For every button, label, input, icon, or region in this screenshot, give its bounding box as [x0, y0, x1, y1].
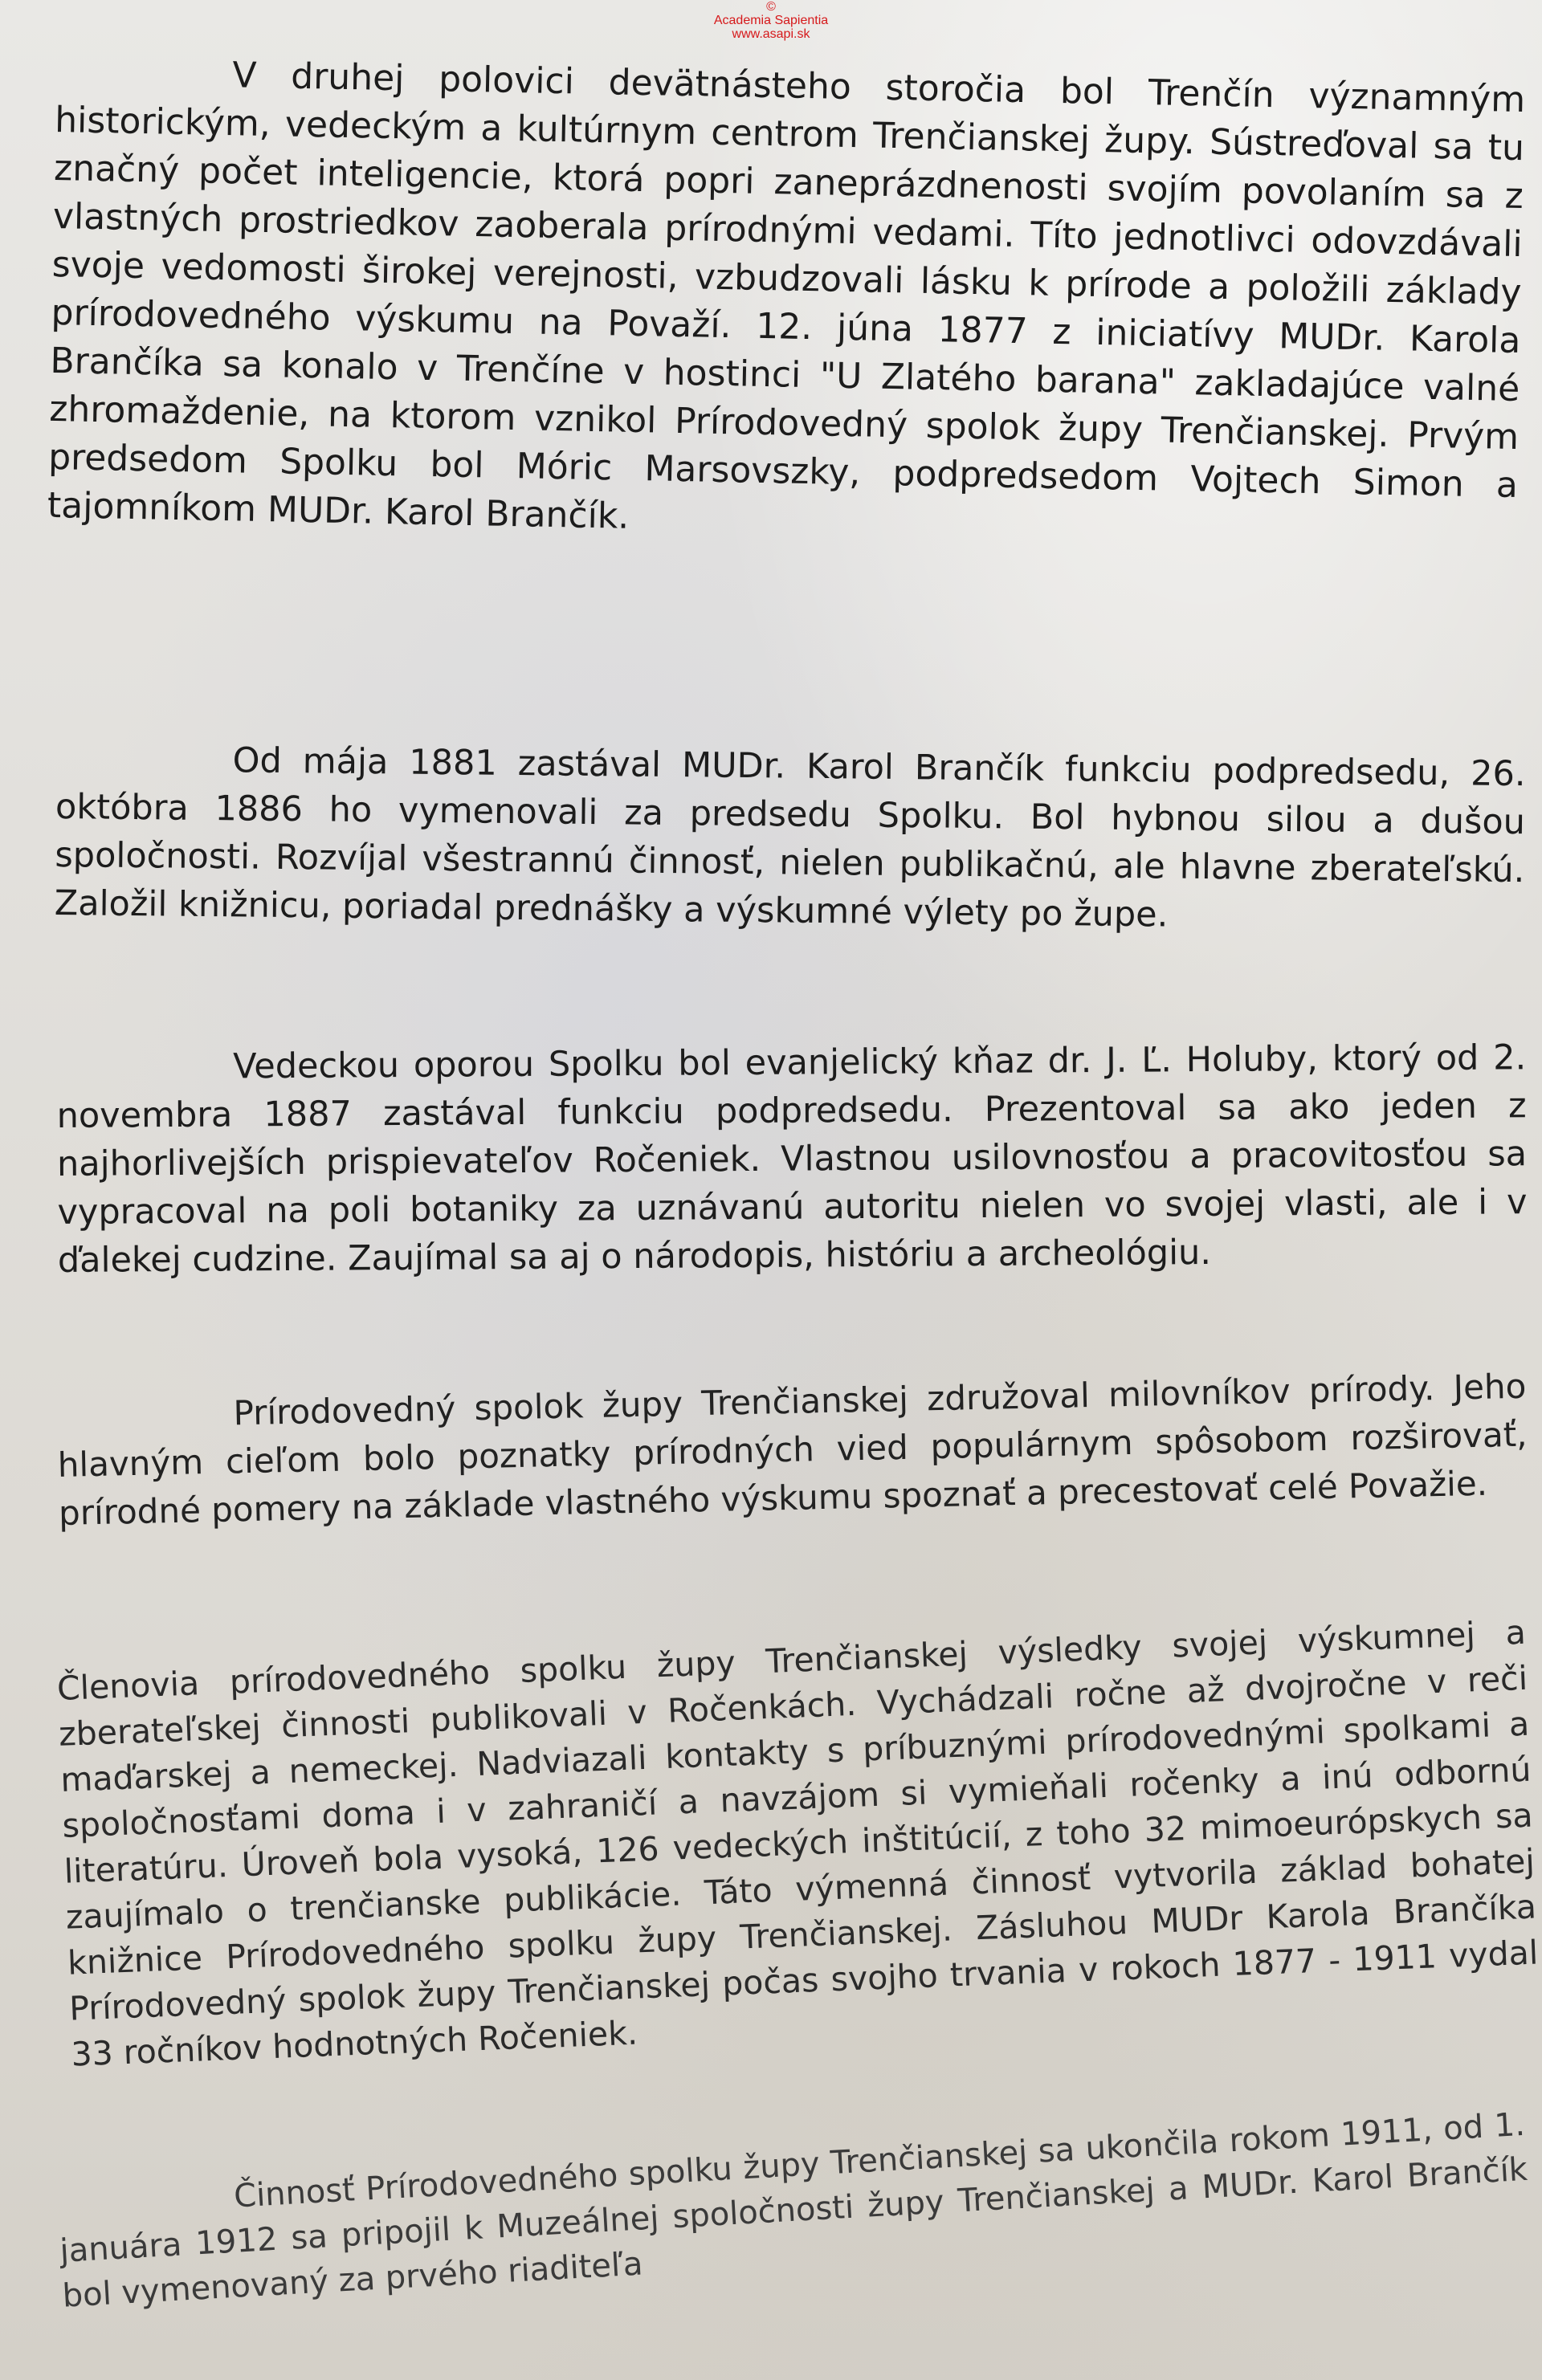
paragraph-brancik: [54, 735, 1525, 943]
paragraph-holuby: [56, 1033, 1528, 1285]
watermark-url: www.asapi.sk: [732, 27, 810, 41]
copyright-symbol: ©: [766, 0, 776, 14]
paragraph-text: Členovia prírodovedného spolku župy Trenčianskej výsledky svojej výskumnej a zberateľskej činnosti publikovali v Ročenkách. Vychádzali ročne až dvojročne v reči maďarskej a nemeckej. Nadviazali kontakty s príbuznými prírodovednými spolkami a spoločnosťami doma i v zahraničí a navzájom si vymieňali ročenky a inú odbornú literatúru. Úroveň bola vysoká, 126 vedeckých inštitúcií, z toho 32 mimoeurópskych sa zaujímalo o trenčianske publikácie. Táto výmenná činnosť vytvorila základ bohatej knižnice Prírodovedného spolku župy Trenčianskej. Zásluhou MUDr Karola Brančíka Prírodovedný spolok župy Trenčianskej počas svojho trvania v rokoch 1877 - 1911 vydal 33 ročníkov hodnotných Ročeniek.: [56, 1612, 1539, 2074]
paragraph-publications: [56, 1610, 1540, 2078]
paragraph-text: Od mája 1881 zastával MUDr. Karol Brančík funkciu podpredsedu, 26. októbra 1886 ho vymenovali za predsedu Spolku. Bol hybnou silou a dušou spoločnosti. Rozvíjal všestrannú činnosť, nielen publikačnú, ale hlavne zberateľskú. Založil knižnicu, poriadal prednášky a výskumné výlety po župe.: [54, 740, 1526, 935]
paragraph-text: Prírodovedný spolok župy Trenčianskej združoval milovníkov prírody. Jeho hlavným cieľom bolo poznatky prírodných vied populárnym spôsobom rozširovať, prírodné pomery na základe vlastného výskumu spoznať a precestovať celé Považie.: [57, 1366, 1528, 1533]
paragraph-text: V druhej polovici devätnásteho storočia bol Trenčín významným historickým, vedeckým a kultúrnym centrom Trenčianskej župy. Sústreďoval sa tu značný počet inteligencie, ktorá popri zaneprázdnenosti svojím povolaním sa z vlastných prostriedkov zaoberala prírodnými vedami. Títo jednotlivci odovzdávali svoje vedomosti širokej verejnosti, vzbudzovali lásku k prírode a položili základy prírodovedného výskumu na Považí. 12. júna 1877 z iniciatívy MUDr. Karola Brančíka sa konalo v Trenčíne v hostinci "U Zlatého barana" zakladajúce valné zhromaždenie, na ktorom vznikol Prírodovedný spolok župy Trenčianskej. Prvým predsedom Spolku bol Móric Marsovszky, podpredsedom Vojtech Simon a tajomníkom MUDr. Karol Brančík.: [47, 55, 1526, 537]
paragraph-ending: [56, 2102, 1532, 2319]
paragraph-goals: [56, 1363, 1528, 1538]
paragraph-text: Činnosť Prírodovedného spolku župy Trenčianskej sa ukončila rokom 1911, od 1. januára 1912 sa pripojil k Muzeálnej spoločnosti župy Trenčianskej a MUDr. Karol Brančík bol vymenovaný za prvého riaditeľa: [59, 2105, 1529, 2315]
copyright-watermark: [691, 0, 851, 41]
paragraph-text: Vedeckou oporou Spolku bol evanjelický kňaz dr. J. Ľ. Holuby, ktorý od 2. novembra 1887 zastával funkciu podpredsedu. Prezentoval sa ako jeden z najhorlivejších prispievateľov Ročeniek. Vlastnou usilovnosťou a pracovitosťou sa vypracoval na poli botaniky za uznávanú autoritu nielen vo svojej vlasti, ale i v ďalekej cudzine. Zaujímal sa aj o národopis, históriu a archeológiu.: [56, 1037, 1528, 1281]
watermark-name: Academia Sapientia: [713, 14, 829, 27]
paragraph-founding: [47, 48, 1525, 558]
